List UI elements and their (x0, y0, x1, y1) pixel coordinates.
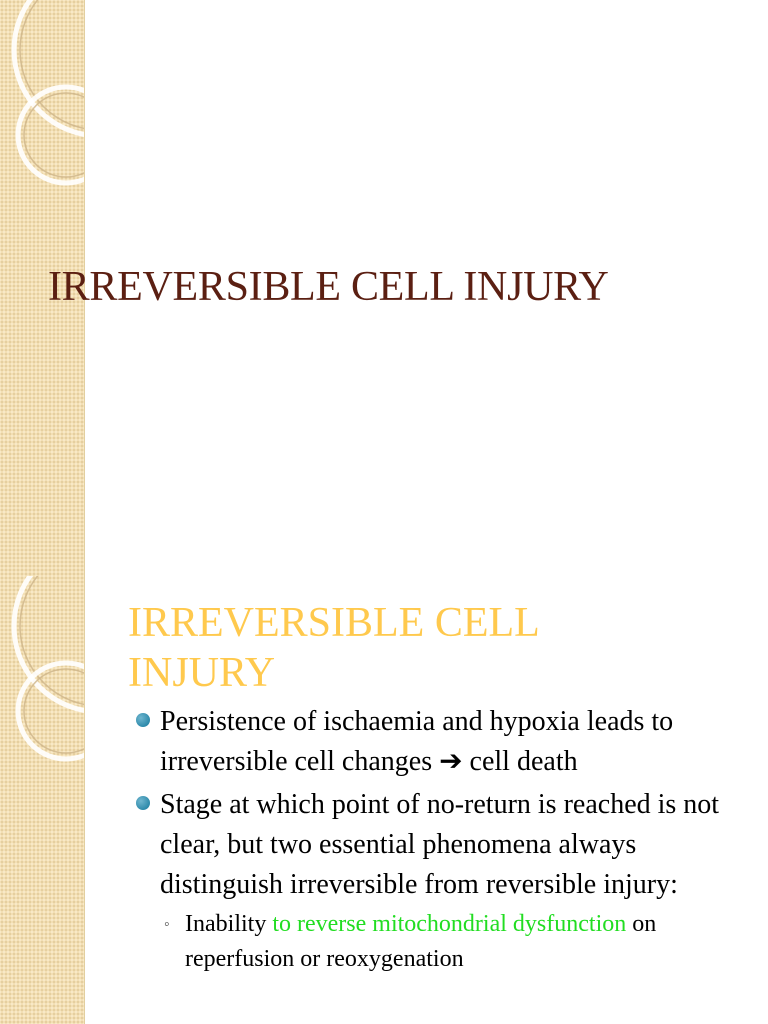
slide-1-title: IRREVERSIBLE CELL INJURY (48, 264, 609, 310)
bullet-item (132, 702, 752, 782)
circle-bullet-icon: ◦ (164, 916, 170, 933)
slide-2 (0, 576, 768, 1024)
bullet-dot-icon (136, 713, 150, 727)
sub-bullet-highlight: to reverse mitochondrial dysfunction (272, 911, 627, 937)
sub-bullet-prefix: Inability (185, 911, 273, 937)
bullet-list (132, 702, 752, 980)
decorative-rings (0, 576, 84, 1024)
decorative-side-strip (0, 576, 85, 1024)
bullet-text: Stage at which point of no-return is reached is not clear, but two essential phenomena always distinguish irreversible from reversible injury: (160, 789, 720, 900)
sub-bullet-suffix: on reperfusion or reoxygenation (185, 911, 657, 972)
bullet-text: Persistence of ischaemia and hypoxia leads to irreversible cell changes ➔ cell death (160, 706, 674, 777)
bullet-item (132, 785, 752, 977)
slide-2-title: IRREVERSIBLE CELL INJURY (128, 600, 539, 696)
sub-bullet-list (160, 907, 752, 977)
sub-bullet-item (160, 907, 752, 977)
bullet-dot-icon (136, 796, 150, 810)
